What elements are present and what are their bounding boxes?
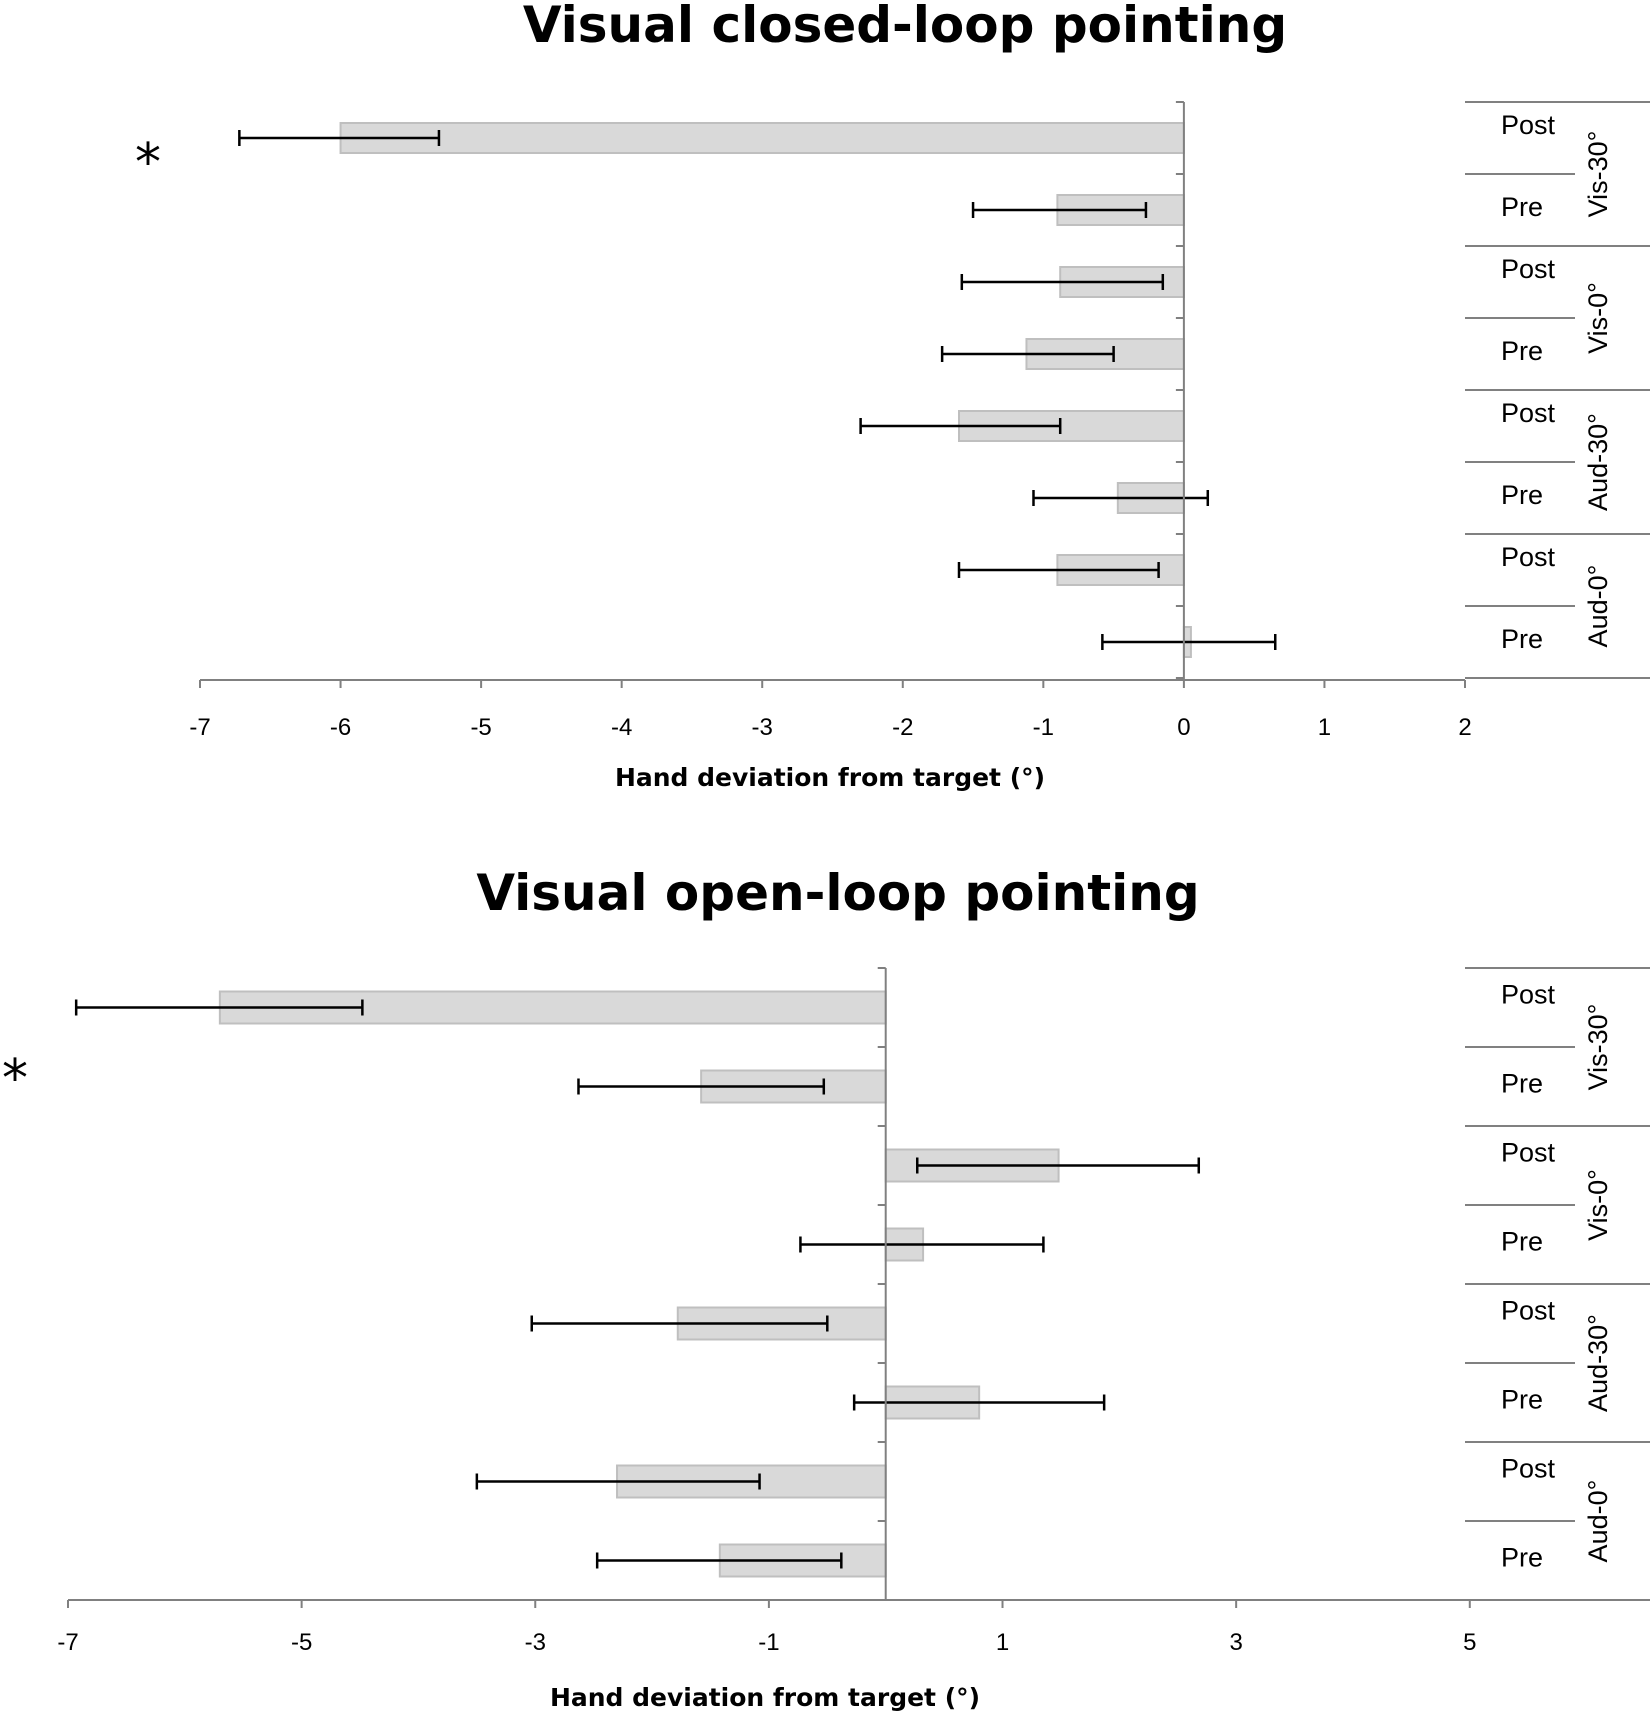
- category-label-post: Post: [1500, 1137, 1556, 1168]
- chart-title: Visual closed-loop pointing: [522, 0, 1288, 54]
- x-tick-label: -1: [1032, 714, 1055, 741]
- x-tick-label: -1: [758, 1629, 780, 1656]
- category-label-pre: Pre: [1500, 1384, 1544, 1415]
- category-label-pre: Pre: [1500, 480, 1544, 510]
- category-label-pre: Pre: [1500, 1068, 1544, 1099]
- group-label: Vis-0°: [1583, 1169, 1614, 1241]
- x-axis-label: Hand deviation from target (°): [614, 763, 1046, 792]
- group-label: Aud-30°: [1583, 413, 1614, 511]
- category-label-pre: Pre: [1500, 1542, 1544, 1573]
- category-label-post: Post: [1500, 1453, 1556, 1484]
- x-tick-label: 2: [1458, 714, 1472, 741]
- category-label-pre: Pre: [1500, 1226, 1544, 1257]
- x-tick-label: -3: [751, 714, 773, 741]
- category-label-post: Post: [1500, 542, 1556, 572]
- group-label: Vis-30°: [1583, 1003, 1614, 1091]
- category-label-post: Post: [1500, 979, 1556, 1010]
- chart-2: [2, 864, 1650, 1712]
- group-label: Aud-30°: [1583, 1314, 1614, 1412]
- chart-1: [135, 0, 1650, 792]
- group-label: Vis-30°: [1583, 130, 1614, 218]
- x-tick-label: 1: [995, 1629, 1010, 1656]
- group-label: Vis-0°: [1583, 282, 1614, 354]
- x-tick-label: -5: [470, 714, 492, 741]
- category-label-pre: Pre: [1500, 336, 1544, 366]
- x-tick-label: 1: [1317, 714, 1332, 741]
- bar-post-1: [341, 123, 1184, 153]
- x-tick-label: 0: [1177, 714, 1191, 741]
- significance-asterisk: *: [135, 133, 161, 193]
- significance-asterisk: *: [2, 1049, 28, 1109]
- x-tick-label: -7: [57, 1629, 79, 1656]
- x-tick-label: -2: [892, 714, 914, 741]
- chart-title: Visual open-loop pointing: [476, 864, 1200, 922]
- category-label-pre: Pre: [1500, 192, 1544, 222]
- category-label-post: Post: [1500, 1295, 1556, 1326]
- x-tick-label: 3: [1229, 1629, 1243, 1656]
- category-label-post: Post: [1500, 110, 1556, 140]
- group-label: Aud-0°: [1583, 1479, 1614, 1563]
- x-axis-label: Hand deviation from target (°): [549, 1683, 981, 1712]
- x-tick-label: -3: [524, 1629, 546, 1656]
- x-tick-label: -6: [329, 714, 352, 741]
- x-tick-label: -5: [290, 1629, 313, 1656]
- group-label: Aud-0°: [1583, 564, 1614, 648]
- category-label-pre: Pre: [1500, 624, 1544, 654]
- category-label-post: Post: [1500, 398, 1556, 428]
- x-tick-label: -7: [189, 714, 211, 741]
- x-tick-label: -4: [610, 714, 633, 741]
- x-tick-label: 5: [1463, 1629, 1477, 1656]
- category-label-post: Post: [1500, 254, 1556, 284]
